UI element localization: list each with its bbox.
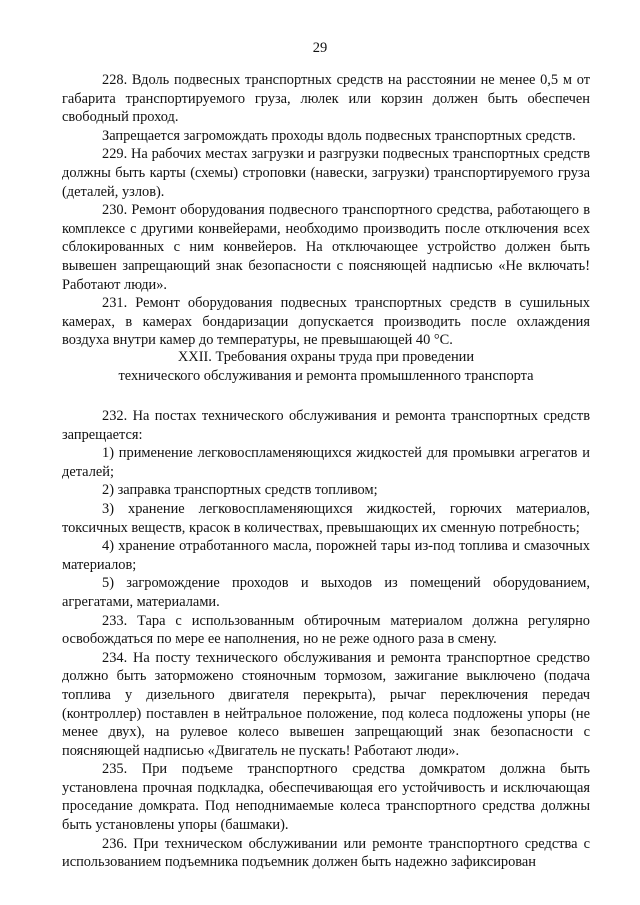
- paragraph-234: 234. На посту технического обслуживания и ремонта транспортное средство должно быть заторможено стояночным тормозом, зажигание выключено (подача топлива у дизельного двигателя перекрыта), рычаг переключения передач (контроллер) поставлен в нейтральное положение, под колеса подложены упоры (не менее двух), на рулевое колесо вывешен запрещающий знак безопасности с поясняющей надписью «Двигатель не пускать! Работают люди».: [62, 649, 590, 759]
- paragraphs-block-top: [62, 71, 590, 350]
- section-heading: [62, 348, 590, 385]
- paragraph-233: 233. Тара с использованным обтирочным материалом должна регулярно освобождаться по мере ее наполнения, но не реже одного раза в смену.: [62, 612, 590, 648]
- section-heading-line2: технического обслуживания и ремонта промышленного транспорта: [118, 367, 534, 384]
- list-item-4: 4) хранение отработанного масла, порожней тары из-под топлива и смазочных материалов;: [62, 538, 590, 573]
- section-heading-line1: XXII. Требования охраны труда при проведении: [177, 349, 475, 365]
- paragraph-235: 235. При подъеме транспортного средства домкратом должна быть установлена прочная подкладка, обеспечивающая его устойчивость и исключающая проседание домкрата. Под неподнимаемые колеса транспортного средства должны быть установлены упоры (башмаки).: [62, 761, 590, 834]
- list-item-2: 2) заправка транспортных средств топливом;: [102, 482, 378, 499]
- list-item-3: 3) хранение легковоспламеняющихся жидкостей, горючих материалов, токсичных веществ, красок в количествах, превышающих их сменную потребность;: [62, 500, 590, 536]
- paragraph-230: 230. Ремонт оборудования подвесного транспортного средства, работающего в комплексе с другими конвейерами, необходимо производить после отключения всех сблокированных с ним конвейеров. На отключающее устройство должен быть вывешен запрещающий знак безопасности с поясняющей надписью «Не включать! Работают люди».: [62, 202, 590, 293]
- paragraph-228: 228. Вдоль подвесных транспортных средств на расстоянии не менее 0,5 м от габарита транспортируемого груза, люлек или корзин должен быть обеспечен свободный проход.: [62, 72, 590, 126]
- list-item-5: 5) загромождение проходов и выходов из помещений оборудованием, агрегатами, материалами.: [62, 575, 590, 610]
- paragraph-231: 231. Ремонт оборудования подвесных транспортных средств в сушильных камерах, в камерах бондаризации допускается производить после охлаждения воздуха внутри камер до температуры, не превышающей 40 °С.: [62, 295, 590, 349]
- paragraph-236: 236. При техническом обслуживании или ремонте транспортного средства с использованием подъемника подъемник должен быть надежно зафиксирован: [62, 835, 590, 871]
- list-item-1: 1) применение легковоспламеняющихся жидкостей для промывки агрегатов и деталей;: [62, 445, 590, 480]
- paragraph-228-prohibition: Запрещается загромождать проходы вдоль подвесных транспортных средств.: [102, 127, 576, 144]
- paragraph-232: 232. На постах технического обслуживания и ремонта транспортных средств запрещается:: [62, 408, 590, 443]
- paragraph-229: 229. На рабочих местах загрузки и разгрузки подвесных транспортных средств должны быть карты (схемы) строповки (навески, загрузки) транспортируемого груза (деталей, узлов).: [62, 146, 590, 200]
- paragraphs-block-bottom: [62, 407, 590, 872]
- page-number: 29: [312, 40, 328, 56]
